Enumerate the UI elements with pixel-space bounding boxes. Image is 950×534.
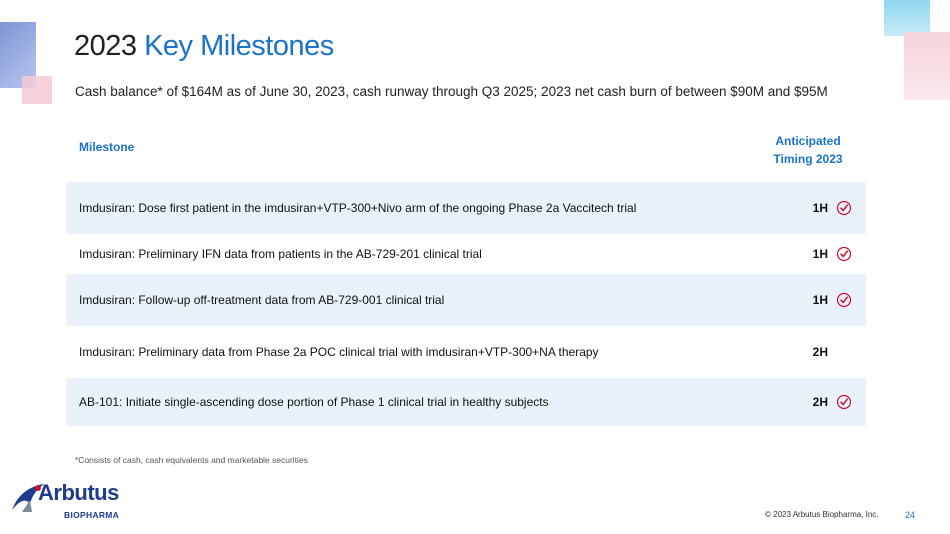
milestone-description: Imdusiran: Preliminary IFN data from patients in the AB-729-201 clinical trial — [79, 247, 482, 261]
check-circle-icon — [836, 394, 852, 410]
milestone-description: Imdusiran: Follow-up off-treatment data from AB-729-001 clinical trial — [79, 293, 445, 307]
deco-square-right-cyan — [884, 0, 930, 36]
table-body — [66, 182, 866, 426]
check-slot — [828, 246, 866, 262]
check-slot — [828, 292, 866, 308]
table-row — [66, 274, 866, 326]
table-row — [66, 182, 866, 234]
milestone-description: AB-101: Initiate single-ascending dose portion of Phase 1 clinical trial in healthy subjects — [79, 395, 549, 409]
milestone-timing: 1H — [812, 201, 828, 215]
footnote: *Consists of cash, cash equivalents and marketable securities — [75, 455, 308, 465]
page-title — [74, 30, 334, 63]
timing-header-line1: Anticipated — [775, 134, 841, 148]
check-slot — [828, 394, 866, 410]
table-row — [66, 234, 866, 274]
milestone-description: Imdusiran: Preliminary data from Phase 2a POC clinical trial with imdusiran+VTP-300+NA therapy — [79, 345, 599, 359]
timing-column-header — [763, 132, 853, 168]
deco-square-left-pink — [22, 76, 52, 104]
check-slot — [828, 344, 866, 360]
table-header — [66, 124, 866, 182]
check-circle-icon — [836, 200, 852, 216]
company-logo — [8, 480, 128, 524]
deco-square-right-pink — [904, 32, 950, 100]
milestone-timing: 2H — [812, 345, 828, 359]
milestone-description: Imdusiran: Dose first patient in the imdusiran+VTP-300+Nivo arm of the ongoing Phase 2a Vaccitech trial — [79, 201, 637, 215]
logo-name: Arbutus — [38, 480, 119, 505]
timing-header-line2: Timing 2023 — [773, 152, 843, 166]
title-year: 2023 — [74, 30, 137, 62]
check-circle-icon — [836, 246, 852, 262]
check-slot — [828, 200, 866, 216]
copyright: © 2023 Arbutus Biopharma, Inc. — [765, 510, 879, 519]
milestone-column-header: Milestone — [79, 140, 135, 154]
table-row — [66, 378, 866, 426]
milestone-timing: 1H — [812, 247, 828, 261]
milestone-timing: 1H — [812, 293, 828, 307]
milestone-timing: 2H — [812, 395, 828, 409]
cash-summary: Cash balance* of $164M as of June 30, 2023, cash runway through Q3 2025; 2023 net cash burn of between $90M and $95M — [75, 84, 828, 99]
title-accent: Key Milestones — [144, 30, 334, 62]
milestones-table — [66, 124, 866, 426]
table-row — [66, 326, 866, 378]
logo-subtitle: BIOPHARMA — [64, 510, 120, 520]
page-number: 24 — [905, 510, 916, 520]
check-circle-icon — [836, 292, 852, 308]
